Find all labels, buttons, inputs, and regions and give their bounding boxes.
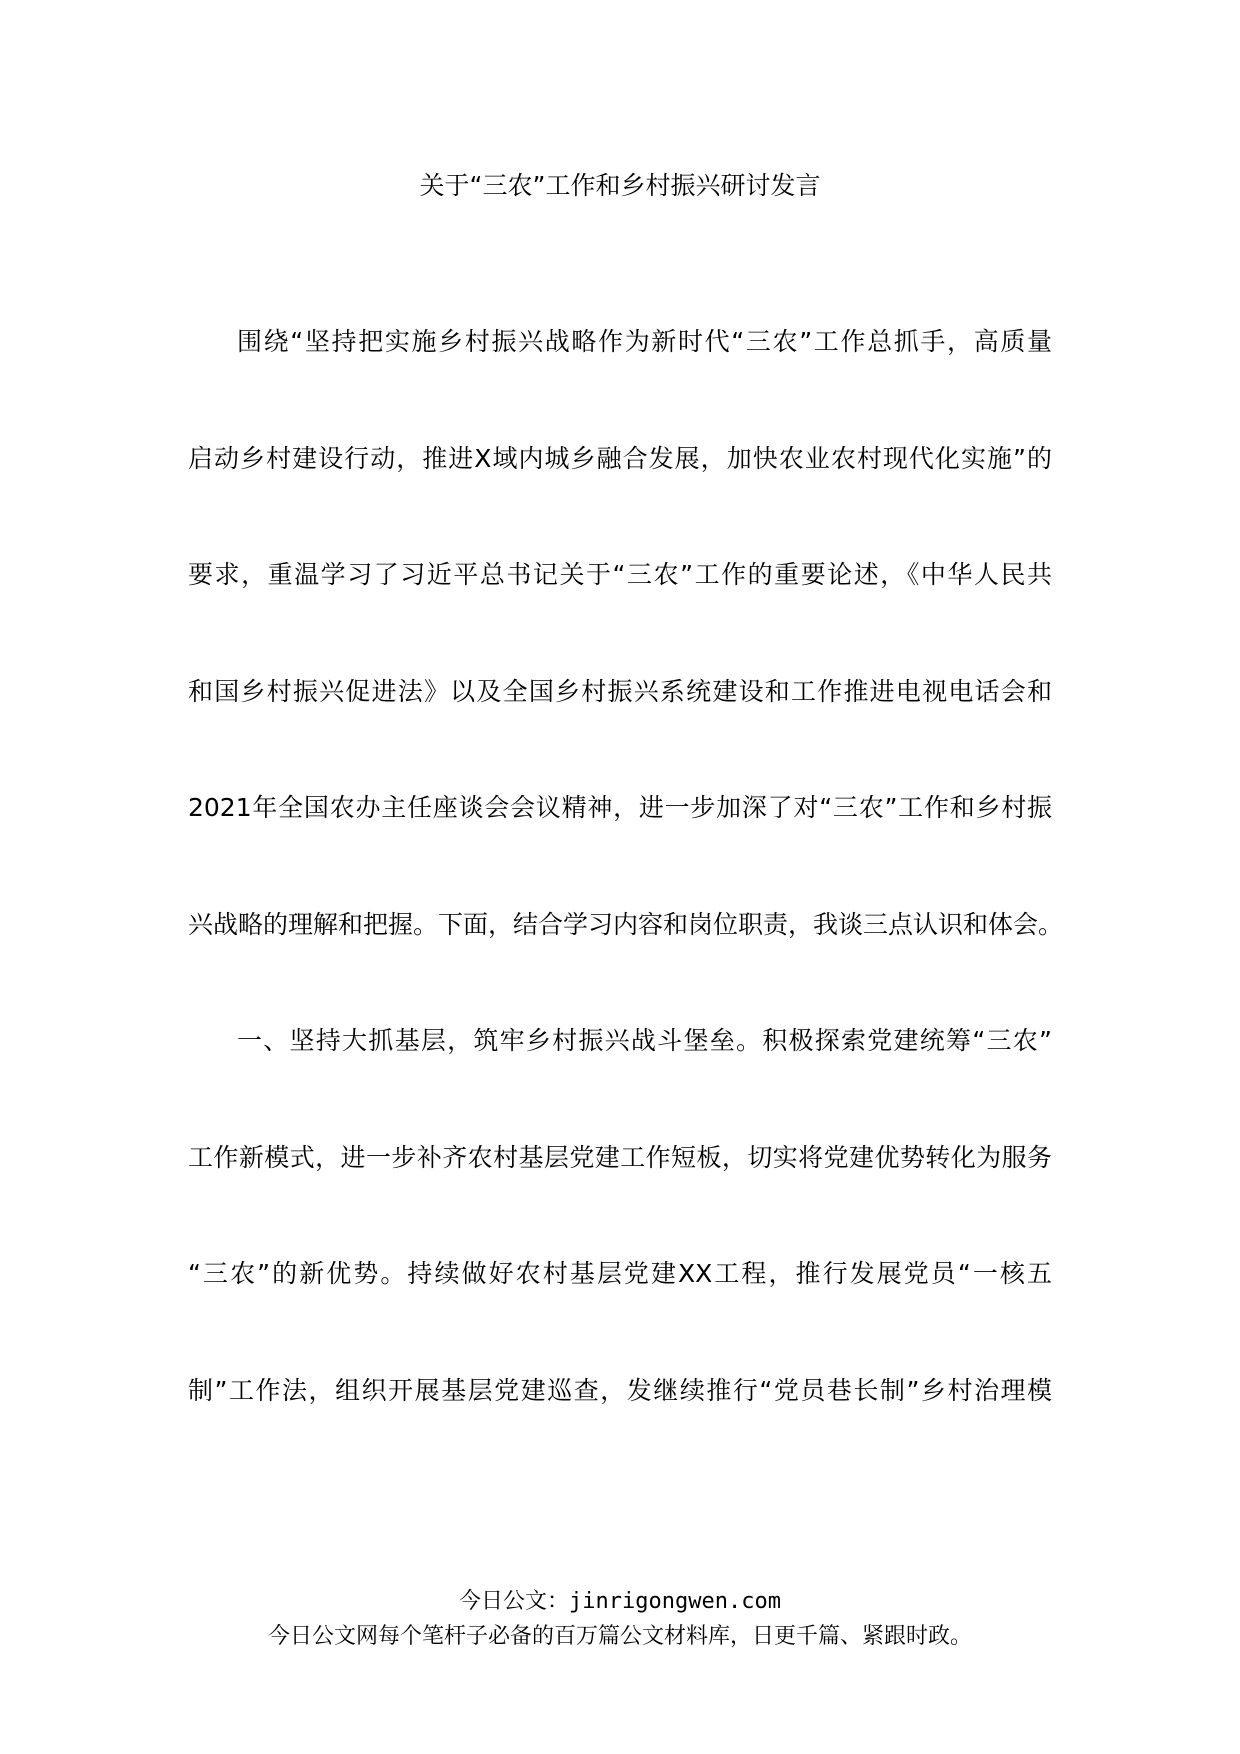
paragraph-line: 和国乡村振兴促进法》以及全国乡村振兴系统建设和工作推进电视电话会和 — [188, 677, 1052, 706]
paragraph-line: 制”工作法，组织开展基层党建巡查，发继续推行“党员巷长制”乡村治理模 — [188, 1376, 1052, 1405]
paragraph-line: “三农”的新优势。持续做好农村基层党建XX工程，推行发展党员“一核五 — [188, 1259, 1052, 1288]
footer-site-label: 今日公文： — [459, 1589, 570, 1614]
paragraph-line: 启动乡村建设行动，推进X域内城乡融合发展，加快农业农村现代化实施”的 — [188, 444, 1052, 473]
paragraph-line: 2021年全国农办主任座谈会会议精神，进一步加深了对“三农”工作和乡村振 — [188, 793, 1052, 822]
footer-site-url[interactable]: jinrigongwen.com — [569, 1589, 781, 1614]
section-heading-line: 一、坚持大抓基层，筑牢乡村振兴战斗堡垒。积极探索党建统筹“三农” — [237, 1026, 1052, 1055]
paragraph-line: 兴战略的理解和把握。下面，结合学习内容和岗位职责，我谈三点认识和体会。 — [188, 910, 1064, 939]
paragraph-line: 要求，重温学习了习近平总书记关于“三农”工作的重要论述，《中华人民共 — [188, 560, 1052, 589]
paragraph-line: 工作新模式，进一步补齐农村基层党建工作短板，切实将党建优势转化为服务 — [188, 1143, 1052, 1172]
document-title: 关于“三农”工作和乡村振兴研讨发言 — [419, 171, 821, 200]
paragraph-line: 围绕“坚持把实施乡村振兴战略作为新时代“三农”工作总抓手，高质量 — [237, 327, 1052, 356]
footer-site — [0, 1587, 1240, 1617]
footer-slogan: 今日公文网每个笔杆子必备的百万篇公文材料库，日更千篇、紧跟时政。 — [267, 1624, 972, 1649]
